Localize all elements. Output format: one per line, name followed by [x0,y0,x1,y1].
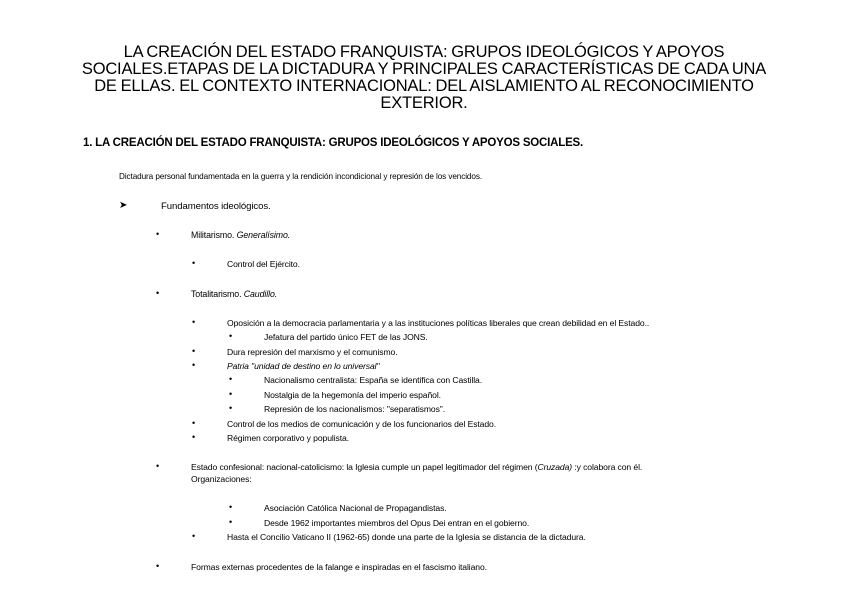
bullet-icon: • [192,346,196,356]
control-medios-item: Control de los medios de comunicación y de los funcionarios del Estado. [227,419,497,429]
bullet-icon: • [156,288,160,298]
represion-nacionalismos-item: Represión de los nacionalismos: "separatismos". [264,404,446,414]
bullet-icon: • [229,502,233,512]
regimen-item: Régimen corporativo y populista. [227,433,349,443]
bullet-icon: • [192,531,196,541]
bullet-icon: • [156,461,160,471]
control-ejercito-item: Control del Ejército. [227,259,300,269]
fundamentos-heading: Fundamentos ideológicos. [161,201,271,212]
concilio-item: Hasta el Concilio Vaticano II (1962-65) donde una parte de la Iglesia se distancia de la dictadura. [227,532,586,542]
formas-externas-item: Formas externas procedentes de la falange e inspiradas en el fascismo italiano. [191,562,487,572]
estado-confesional-item: Estado confesional: nacional-catolicismo: la Iglesia cumple un papel legitimador del régimen (Cruzada) :y colabora con él. [191,462,643,472]
intro-text: Dictadura personal fundamentada en la guerra y la rendición incondicional y represión de los vencidos. [119,172,483,181]
document-title [60,44,788,112]
jefatura-item: Jefatura del partido único FET de las JONS. [264,332,428,342]
asociacion-item: Asociación Católica Nacional de Propagandistas. [264,503,447,513]
bullet-icon: • [192,432,196,442]
bullet-icon: • [192,258,196,268]
militarismo-item: Militarismo. Generalísimo. [191,230,291,240]
oposicion-item: Oposición a la democracia parlamentaria y a las instituciones políticas liberales que crean debilidad en el Estado.. [227,318,650,328]
bullet-icon: • [229,517,233,527]
opus-dei-item: Desde 1962 importantes miembros del Opus Dei entran en el gobierno. [264,518,530,528]
represion-marxismo-item: Dura represión del marxismo y el comunismo. [227,347,398,357]
nostalgia-item: Nostalgia de la hegemonía del imperio español. [264,390,441,400]
bullet-icon: • [192,418,196,428]
title-line: DE ELLAS. EL CONTEXTO INTERNACIONAL: DEL AISLAMIENTO AL RECONOCIMIENTO [94,77,754,95]
section-heading: 1. LA CREACIÓN DEL ESTADO FRANQUISTA: GRUPOS IDEOLÓGICOS Y APOYOS SOCIALES. [83,137,584,149]
arrow-bullet-icon: ➤ [119,200,128,211]
title-line: EXTERIOR. [380,94,468,112]
bullet-icon: • [192,317,196,327]
bullet-icon: • [229,331,233,341]
nacionalismo-item: Nacionalismo centralista: España se identifica con Castilla. [264,375,483,385]
bullet-icon: • [156,561,160,571]
totalitarismo-item: Totalitarismo. Caudillo. [191,289,278,299]
bullet-icon: • [192,360,196,370]
title-line: LA CREACIÓN DEL ESTADO FRANQUISTA: GRUPOS IDEOLÓGICOS Y APOYOS [123,43,725,61]
bullet-icon: • [229,374,233,384]
organizaciones-label: Organizaciones: [191,474,252,484]
patria-item: Patria "unidad de destino en lo universal" [227,361,380,371]
bullet-icon: • [229,403,233,413]
bullet-icon: • [229,389,233,399]
bullet-icon: • [156,229,160,239]
title-line: SOCIALES.ETAPAS DE LA DICTADURA Y PRINCIPALES CARACTERÍSTICAS DE CADA UNA [81,60,767,78]
